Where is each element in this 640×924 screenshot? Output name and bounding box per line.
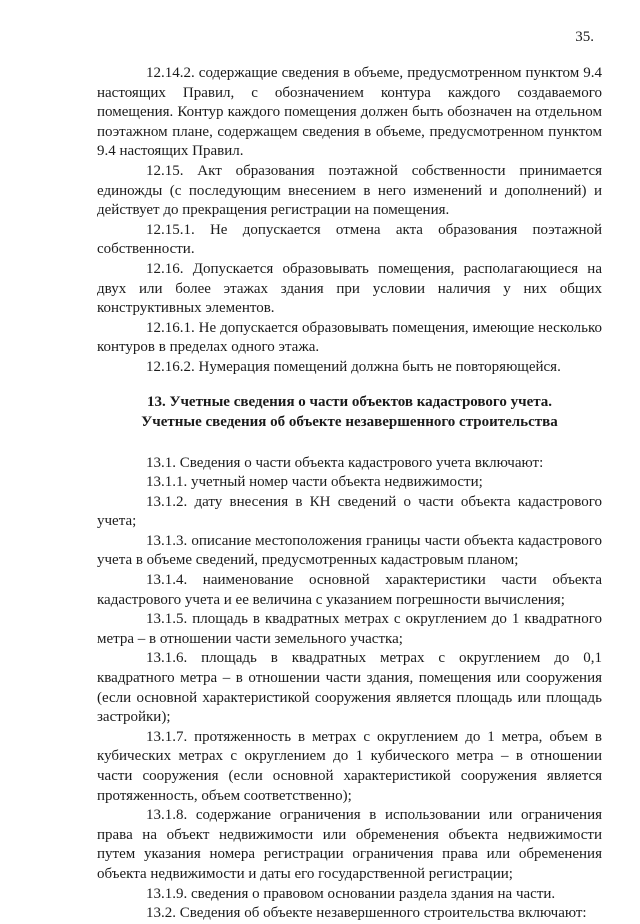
section-heading — [97, 392, 602, 432]
paragraph-13-1-9: 13.1.9. сведения о правовом основании раздела здания на части. — [146, 885, 556, 902]
paragraph-12-16: 12.16. Допускается образовывать помещения, располагающиеся на двух или более этажах здания при условии наличия у них общих конструктивных элементов. — [97, 260, 602, 317]
paragraph-13-1-1: 13.1.1. учетный номер части объекта недвижимости; — [146, 474, 483, 491]
document-body — [97, 64, 602, 924]
paragraph-13-1-7: 13.1.7. протяженность в метрах с округлением до 1 метра, объем в кубических метрах с округлением до 1 кубического метра – в отношении части сооружения (если основной характеристикой сооружения является протяженность, объем соответственно); — [97, 728, 602, 804]
paragraph-12-15: 12.15. Акт образования поэтажной собственности принимается единожды (с последующим внесением в него изменений и дополнений) и действует до прекращения регистрации на помещения. — [97, 162, 602, 219]
page-number: 35. — [575, 29, 594, 45]
paragraph-13-1-5: 13.1.5. площадь в квадратных метрах с округлением до 1 квадратного метра – в отношении части земельного участка; — [97, 611, 602, 647]
paragraph-13-1-3: 13.1.3. описание местоположения границы части объекта кадастрового учета в объеме сведений, предусмотренных кадастровым планом; — [97, 532, 602, 569]
paragraph-13-1-4: 13.1.4. наименование основной характеристики части объекта кадастрового учета и ее величина с указанием погрешности вычисления; — [97, 572, 602, 608]
paragraph-13-1-2: 13.1.2. дату внесения в КН сведений о части объекта кадастрового учета; — [97, 493, 602, 530]
paragraph-13-1-8: 13.1.8. содержание ограничения в использовании или ограничения права на объект недвижимости или обременения объекта недвижимости путем указания номера регистрации ограничения права или обременения объекта недвижимости и даты его государственной регистрации; — [97, 807, 602, 882]
paragraph-13-2: 13.2. Сведения об объекте незавершенного строительства включают: — [146, 905, 587, 922]
paragraph-13-1-6: 13.1.6. площадь в квадратных метрах с округлением до 0,1 квадратного метра – в отношении части здания, помещения или сооружения (если основной характеристикой сооружения является площадь или площадь застройки); — [97, 650, 602, 726]
paragraph-13-1: 13.1. Сведения о части объекта кадастрового учета включают: — [146, 454, 544, 471]
paragraph-12-15-1: 12.15.1. Не допускается отмена акта образования поэтажной собственности. — [97, 221, 602, 258]
section-heading-line-2: Учетные сведения об объекте незавершенного строительства — [141, 413, 558, 430]
paragraph-12-16-2: 12.16.2. Нумерация помещений должна быть не повторяющейся. — [146, 358, 561, 375]
paragraph-12-16-1: 12.16.1. Не допускается образовывать помещения, имеющие несколько контуров в пределах одного этажа. — [97, 319, 602, 356]
paragraph-12-14-2: 12.14.2. содержащие сведения в объеме, предусмотренном пунктом 9.4 настоящих Правил, с обозначением контура каждого создаваемого помещения. Контур каждого помещения должен быть обозначен на отдельном поэтажном плане, содержащем сведения в объеме, предусмотренном пунктом 9.4 настоящих Правил. — [97, 65, 602, 160]
section-heading-line-1: 13. Учетные сведения о части объектов кадастрового учета. — [146, 393, 553, 410]
